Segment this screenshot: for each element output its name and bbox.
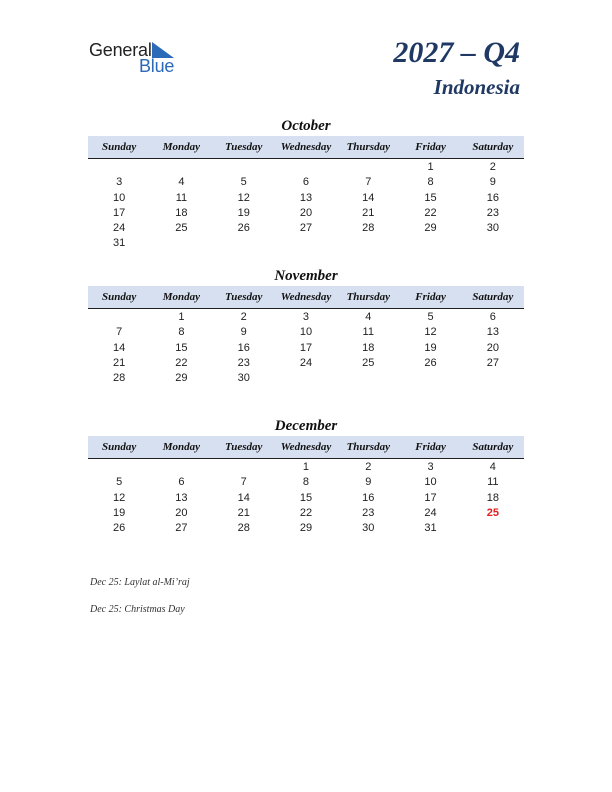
day-cell: 17 [424, 491, 437, 504]
holiday-day-cell: 25 [486, 506, 499, 519]
day-cell: 26 [237, 222, 250, 235]
day-cell: 17 [113, 206, 126, 219]
weekday-header [88, 136, 524, 159]
empty-day-cell [213, 160, 275, 175]
day-cell: 22 [175, 356, 188, 369]
day-cell: 4 [365, 311, 372, 323]
day-cell: 14 [237, 491, 250, 504]
day-cell: 10 [424, 476, 437, 489]
day-cell: 13 [486, 326, 499, 339]
day-cell: 6 [489, 311, 496, 323]
empty-day-cell [462, 521, 524, 536]
day-cell: 22 [424, 206, 437, 219]
week-row [88, 491, 524, 506]
weekday-sunday: Sunday [102, 441, 137, 453]
day-cell: 19 [113, 506, 126, 519]
empty-day-cell [213, 460, 275, 475]
day-cell: 8 [178, 326, 185, 339]
day-cell: 11 [175, 191, 188, 204]
week-row [88, 506, 524, 521]
page-subtitle: Indonesia [433, 75, 520, 99]
empty-day-cell [399, 371, 461, 386]
day-cell: 2 [365, 461, 372, 473]
empty-day-cell [275, 160, 337, 175]
day-cell: 7 [116, 326, 123, 339]
day-cell: 26 [113, 522, 126, 535]
day-cell: 21 [237, 506, 250, 519]
day-cell: 3 [116, 176, 123, 189]
day-cell: 23 [237, 356, 250, 369]
page-title: 2027 – Q4 [393, 36, 520, 69]
day-cell: 5 [116, 476, 123, 489]
day-cell: 30 [486, 222, 499, 235]
day-cell: 13 [175, 491, 188, 504]
day-cell: 20 [486, 341, 499, 354]
day-cell: 24 [113, 222, 126, 235]
day-cell: 7 [365, 176, 372, 189]
empty-day-cell [337, 371, 399, 386]
logo-word-blue: Blue [139, 56, 175, 76]
day-cell: 8 [427, 176, 434, 189]
day-cell: 4 [178, 176, 185, 189]
day-cell: 29 [424, 222, 437, 235]
weekday-tuesday: Tuesday [224, 141, 263, 153]
weekday-saturday: Saturday [472, 441, 514, 453]
day-cell: 14 [362, 191, 375, 204]
weekday-friday: Friday [415, 141, 446, 153]
week-row [88, 325, 524, 340]
day-cell: 26 [424, 356, 437, 369]
week-row [88, 310, 524, 325]
empty-day-cell [88, 460, 150, 475]
weekday-header [88, 286, 524, 309]
day-cell: 23 [362, 506, 375, 519]
week-row [88, 341, 524, 356]
holiday-note: Dec 25: Christmas Day [90, 604, 185, 615]
day-cell: 16 [237, 341, 250, 354]
weekday-wednesday: Wednesday [280, 291, 332, 303]
day-cell: 15 [175, 341, 188, 354]
day-cell: 7 [240, 476, 247, 489]
day-cell: 9 [365, 476, 372, 489]
day-cell: 2 [240, 311, 247, 323]
month-december [88, 416, 524, 536]
day-cell: 16 [362, 491, 375, 504]
day-cell: 15 [299, 491, 313, 504]
day-cell: 31 [424, 522, 437, 535]
weekday-wednesday: Wednesday [280, 141, 332, 153]
weekday-friday: Friday [415, 441, 446, 453]
day-cell: 27 [299, 222, 313, 235]
day-cell: 29 [175, 372, 188, 385]
day-cell: 8 [302, 476, 310, 489]
logo-word-general: General [89, 40, 152, 60]
day-cell: 19 [424, 341, 437, 354]
day-cell: 17 [299, 341, 313, 354]
day-cell: 12 [113, 491, 126, 504]
week-row [88, 371, 524, 386]
weekday-thursday: Thursday [346, 441, 390, 453]
day-cell: 14 [113, 341, 126, 354]
day-cell: 1 [302, 461, 310, 473]
empty-day-cell [150, 460, 212, 475]
week-row [88, 175, 524, 190]
day-cell: 11 [487, 476, 499, 489]
week-row [88, 191, 524, 206]
day-cell: 13 [299, 191, 313, 204]
weekday-wednesday: Wednesday [280, 441, 332, 453]
day-cell: 4 [489, 461, 496, 473]
weekday-monday: Monday [162, 141, 201, 153]
weekday-sunday: Sunday [102, 141, 137, 153]
weekday-sunday: Sunday [102, 291, 137, 303]
weekday-monday: Monday [162, 291, 201, 303]
weekday-saturday: Saturday [472, 141, 514, 153]
week-row [88, 160, 524, 175]
day-cell: 3 [302, 311, 310, 323]
holiday-note: Dec 25: Laylat al-Mi’raj [90, 577, 190, 588]
empty-day-cell [275, 371, 337, 386]
month-title: December [274, 418, 338, 434]
day-cell: 15 [424, 191, 437, 204]
day-cell: 9 [489, 176, 496, 189]
day-cell: 2 [489, 161, 496, 173]
month-title: October [281, 118, 331, 134]
week-row [88, 475, 524, 490]
week-row [88, 236, 524, 251]
weekday-tuesday: Tuesday [224, 441, 263, 453]
weekday-saturday: Saturday [472, 291, 514, 303]
day-cell: 10 [299, 326, 313, 339]
day-cell: 27 [175, 522, 188, 535]
empty-day-cell [88, 160, 150, 175]
day-cell: 28 [237, 522, 250, 535]
generalblue-logo [89, 38, 199, 78]
day-cell: 6 [302, 176, 310, 189]
day-cell: 27 [486, 356, 499, 369]
weekday-tuesday: Tuesday [224, 291, 263, 303]
day-cell: 9 [240, 326, 247, 339]
day-cell: 25 [362, 356, 375, 369]
day-cell: 31 [113, 237, 126, 250]
empty-day-cell [399, 236, 461, 251]
day-cell: 12 [237, 191, 250, 204]
weekday-header [88, 436, 524, 459]
day-cell: 23 [486, 206, 499, 219]
weekday-thursday: Thursday [346, 141, 390, 153]
holiday-notes [90, 576, 190, 630]
day-cell: 1 [178, 311, 185, 323]
day-cell: 5 [427, 311, 434, 323]
day-cell: 30 [237, 372, 250, 385]
empty-day-cell [462, 371, 524, 386]
day-cell: 24 [299, 356, 313, 369]
empty-day-cell [150, 160, 212, 175]
day-cell: 18 [486, 491, 499, 504]
weekday-friday: Friday [415, 291, 446, 303]
day-cell: 10 [113, 191, 126, 204]
empty-day-cell [213, 236, 275, 251]
empty-day-cell [275, 236, 337, 251]
day-cell: 28 [362, 222, 375, 235]
week-row [88, 206, 524, 221]
weekday-monday: Monday [162, 441, 201, 453]
month-title: November [274, 268, 338, 284]
day-cell: 24 [424, 506, 437, 519]
day-cell: 11 [362, 326, 374, 339]
empty-day-cell [150, 236, 212, 251]
day-cell: 12 [424, 326, 437, 339]
week-row [88, 521, 524, 536]
day-cell: 29 [299, 522, 313, 535]
empty-day-cell [337, 236, 399, 251]
day-cell: 21 [113, 356, 126, 369]
day-cell: 20 [299, 206, 313, 219]
week-row [88, 356, 524, 371]
empty-day-cell [462, 236, 524, 251]
day-cell: 6 [178, 476, 185, 489]
day-cell: 19 [237, 206, 250, 219]
day-cell: 21 [362, 206, 375, 219]
day-cell: 1 [427, 161, 434, 173]
day-cell: 22 [299, 506, 313, 519]
day-cell: 30 [362, 522, 375, 535]
weekday-thursday: Thursday [346, 291, 390, 303]
day-cell: 16 [486, 191, 499, 204]
empty-day-cell [88, 310, 150, 325]
month-november [88, 266, 524, 386]
day-cell: 28 [113, 372, 126, 385]
day-cell: 3 [427, 461, 434, 473]
day-cell: 25 [175, 222, 188, 235]
week-row [88, 221, 524, 236]
day-cell: 18 [362, 341, 375, 354]
day-cell: 5 [240, 176, 247, 189]
day-cell: 18 [175, 206, 188, 219]
empty-day-cell [337, 160, 399, 175]
day-cell: 20 [175, 506, 188, 519]
week-row [88, 460, 524, 475]
month-october [88, 116, 524, 252]
